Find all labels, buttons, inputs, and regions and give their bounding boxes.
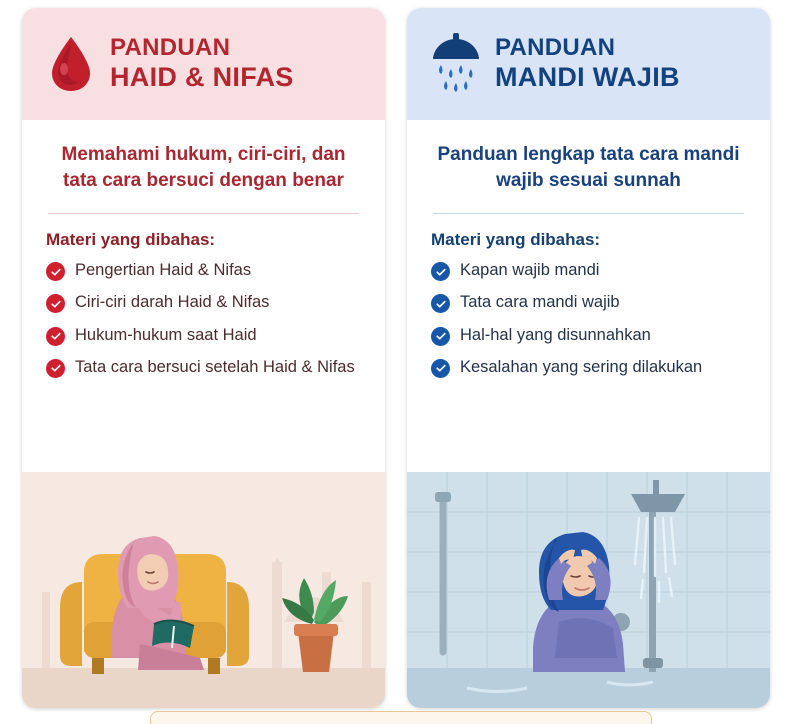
list-item-label: Tata cara bersuci setelah Haid & Nifas — [75, 357, 355, 376]
list-item — [46, 292, 361, 313]
card-header-haid — [22, 8, 385, 120]
list-item-label: Tata cara mandi wajib — [460, 293, 620, 312]
list-item — [431, 292, 746, 313]
list-item — [46, 260, 361, 281]
card-title-line1: PANDUAN — [110, 34, 231, 62]
list-item-label: Ciri-ciri darah Haid & Nifas — [75, 293, 270, 312]
divider — [48, 213, 359, 214]
card-title-line2: HAID & NIFAS — [110, 62, 294, 93]
check-icon — [46, 327, 65, 346]
list-item-label: Kesalahan yang sering dilakukan — [460, 357, 703, 376]
woman-reading-book-illustration — [22, 472, 385, 708]
bottom-strip — [150, 711, 652, 724]
points-list-mandi — [431, 260, 746, 377]
check-icon — [431, 294, 450, 313]
list-item-label: Pengertian Haid & Nifas — [75, 261, 252, 280]
points-list-haid — [46, 260, 361, 377]
blood-drop-icon — [44, 33, 98, 95]
card-subtitle-haid: Memahami hukum, ciri-ciri, dan tata cara bersuci dengan benar — [61, 144, 346, 191]
list-item — [46, 325, 361, 346]
card-title-haid — [110, 35, 294, 92]
check-icon — [46, 262, 65, 281]
list-item — [431, 260, 746, 281]
list-item-label: Kapan wajib mandi — [460, 261, 600, 280]
check-icon — [431, 262, 450, 281]
check-icon — [431, 327, 450, 346]
section-label-mandi: Materi yang dibahas: — [431, 230, 601, 250]
card-title-line2: MANDI WAJIB — [495, 62, 680, 93]
list-item-label: Hukum-hukum saat Haid — [75, 325, 257, 344]
card-title-line1: PANDUAN — [495, 34, 616, 62]
card-body-mandi — [407, 120, 770, 389]
divider — [433, 213, 744, 214]
card-panduan-haid-nifas — [22, 8, 385, 708]
card-title-mandi — [495, 35, 680, 92]
list-item — [46, 357, 361, 378]
shower-head-icon — [429, 33, 483, 95]
check-icon — [46, 294, 65, 313]
check-icon — [46, 359, 65, 378]
list-item-label: Hal-hal yang disunnahkan — [460, 325, 651, 344]
section-label-haid: Materi yang dibahas: — [46, 230, 216, 250]
card-subtitle-mandi: Panduan lengkap tata cara mandi wajib sesuai sunnah — [437, 144, 740, 191]
woman-showering-illustration — [407, 472, 770, 708]
list-item — [431, 357, 746, 378]
card-panduan-mandi-wajib — [407, 8, 770, 708]
check-icon — [431, 359, 450, 378]
card-body-haid — [22, 120, 385, 389]
card-header-mandi — [407, 8, 770, 120]
list-item — [431, 325, 746, 346]
